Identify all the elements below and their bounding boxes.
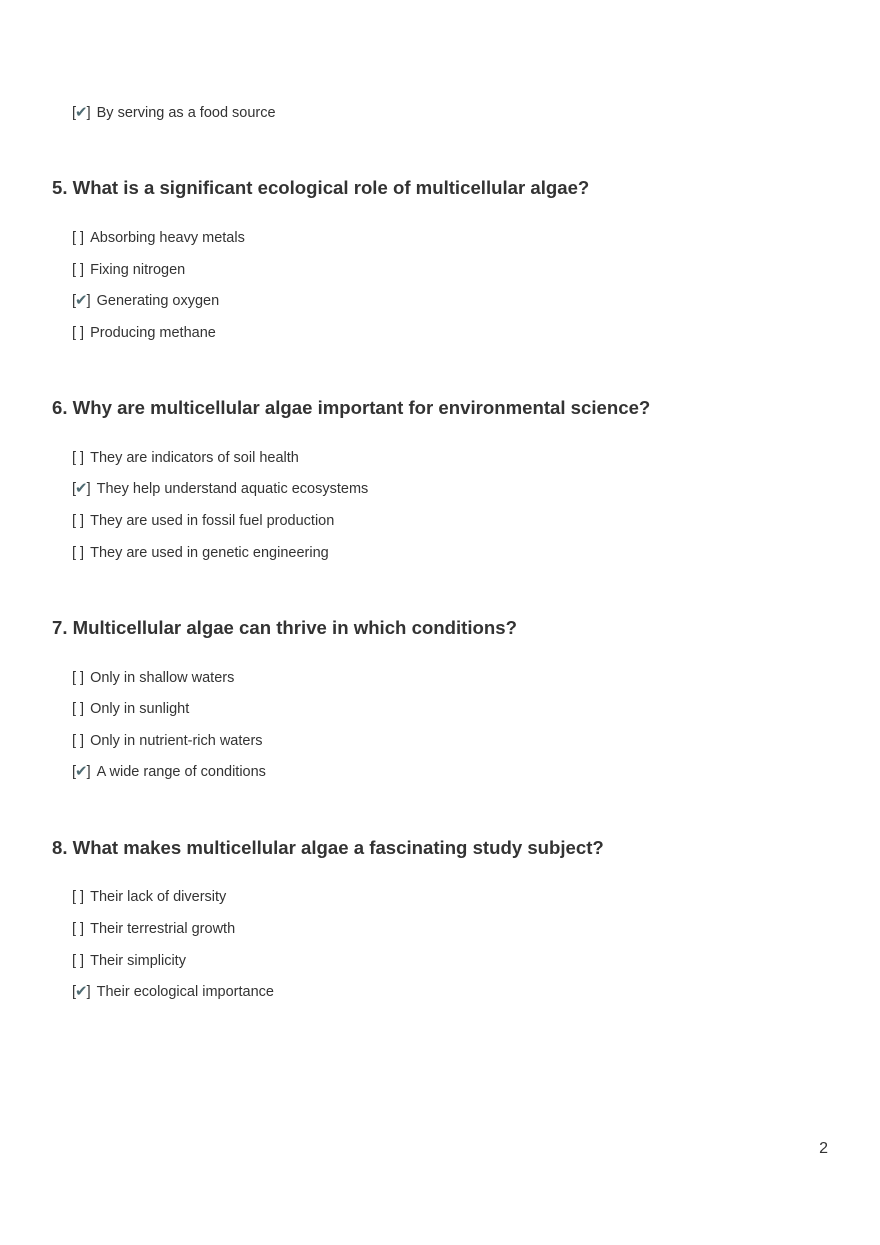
checkmark-icon: ✔ [75,104,88,121]
checkbox-close-bracket: ] [86,764,91,780]
checkbox-open-bracket: [ [72,984,77,1000]
option-text: They help understand aquatic ecosystems [96,481,369,497]
option[interactable] [72,951,186,971]
option-text: Generating oxygen [96,293,220,309]
checkbox-open-bracket: [ [72,481,77,497]
option[interactable] [72,323,216,343]
question-title: 6. Why are multicellular algae important for environmental science? [52,397,651,418]
option-text: Only in nutrient-rich waters [90,733,263,749]
option-checked[interactable] [72,762,266,782]
checkmark-icon: ✔ [75,763,88,780]
checkbox-empty: [ ] [72,450,85,466]
option-text: Only in sunlight [90,701,190,717]
checkbox-empty: [ ] [72,953,85,969]
option-text: Their simplicity [90,953,186,969]
page-number: 2 [819,1140,828,1157]
checkbox-close-bracket: ] [86,293,91,309]
checkbox-empty: [ ] [72,230,85,246]
option-text: By serving as a food source [96,105,276,121]
option[interactable] [72,887,226,907]
option[interactable] [72,919,235,939]
checkbox-close-bracket: ] [86,105,91,121]
checkmark-icon: ✔ [75,292,88,309]
checkbox-open-bracket: [ [72,293,77,309]
option[interactable] [72,668,234,688]
option[interactable] [72,699,189,719]
checkbox-empty: [ ] [72,325,85,341]
checkmark-icon: ✔ [75,983,88,1000]
option-text: Fixing nitrogen [90,262,186,278]
option[interactable] [72,511,334,531]
checkbox-open-bracket: [ [72,105,77,121]
checkbox-empty: [ ] [72,889,85,905]
option-checked[interactable] [72,982,274,1002]
checkbox-empty: [ ] [72,513,85,529]
option[interactable] [72,260,185,280]
option-text: Their lack of diversity [90,889,227,905]
checkbox-empty: [ ] [72,262,85,278]
checkbox-empty: [ ] [72,670,85,686]
checkbox-empty: [ ] [72,701,85,717]
checkbox-open-bracket: [ [72,764,77,780]
option-checked[interactable] [72,479,368,499]
option[interactable] [72,448,299,468]
question-title: 5. What is a significant ecological role of multicellular algae? [52,177,590,198]
checkbox-empty: [ ] [72,921,85,937]
option-text: Only in shallow waters [90,670,235,686]
option-text: A wide range of conditions [96,764,266,780]
option-text: Their ecological importance [96,984,274,1000]
option[interactable] [72,731,263,751]
checkmark-icon: ✔ [75,480,88,497]
option-text: They are indicators of soil health [90,450,299,466]
checkbox-empty: [ ] [72,545,85,561]
option-text: Absorbing heavy metals [90,230,245,246]
checkbox-close-bracket: ] [86,984,91,1000]
option[interactable] [72,543,329,563]
option-checked[interactable] [72,291,219,311]
option-text: Producing methane [90,325,216,341]
option-text: Their terrestrial growth [90,921,236,937]
checkbox-close-bracket: ] [86,481,91,497]
option-text: They are used in fossil fuel production [90,513,335,529]
option-text: They are used in genetic engineering [90,545,329,561]
question-title: 8. What makes multicellular algae a fascinating study subject? [52,837,604,858]
option-checked[interactable] [72,103,276,123]
option[interactable] [72,228,245,248]
checkbox-empty: [ ] [72,733,85,749]
question-title: 7. Multicellular algae can thrive in which conditions? [52,617,517,638]
